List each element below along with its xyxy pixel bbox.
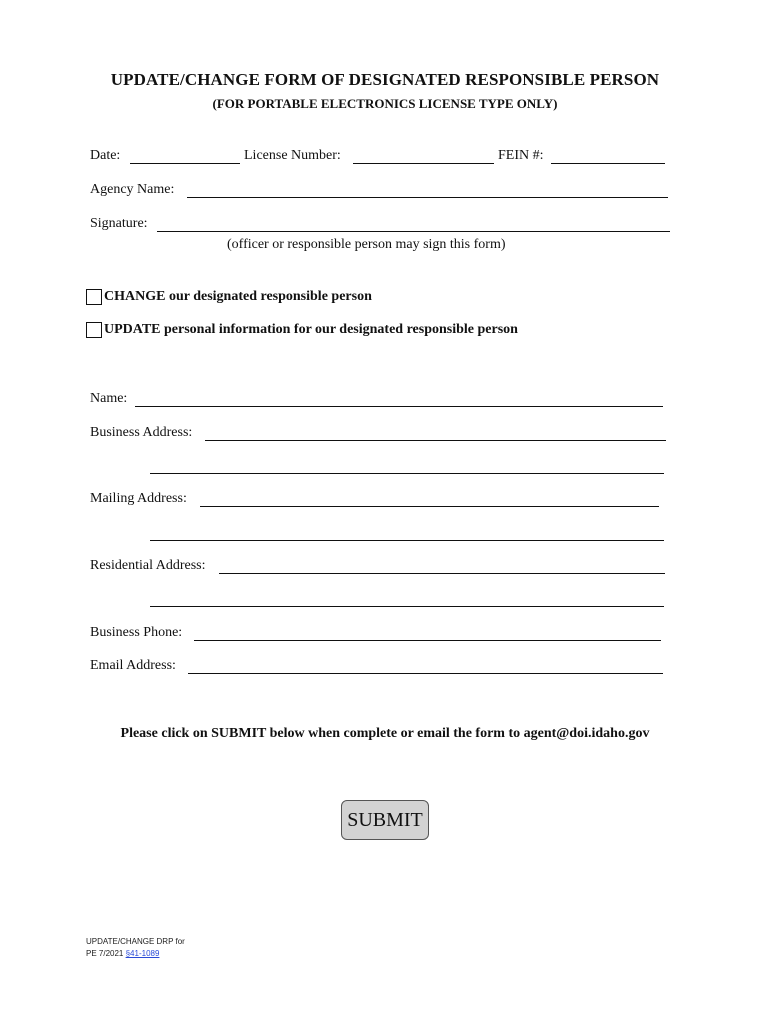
email-address-field[interactable]	[188, 656, 663, 674]
residential-address-line2-field[interactable]	[150, 589, 664, 607]
residential-address-field[interactable]	[219, 556, 665, 574]
business-phone-field[interactable]	[194, 623, 661, 641]
mailing-address-line2-field[interactable]	[150, 523, 664, 541]
business-address-line2-field[interactable]	[150, 456, 664, 474]
date-label: Date:	[90, 148, 121, 163]
business-address-field[interactable]	[205, 423, 666, 441]
footer-revision-text: PE 7/2021	[86, 949, 124, 958]
change-option-label: CHANGE our designated responsible person	[104, 289, 372, 304]
signature-note: (officer or responsible person may sign this form)	[227, 237, 506, 252]
change-checkbox[interactable]	[86, 289, 102, 305]
name-label: Name:	[90, 391, 128, 406]
submit-instructions: Please click on SUBMIT below when complete or email the form to agent@doi.idaho.gov	[120, 726, 650, 741]
change-option-row	[86, 289, 372, 305]
update-option-label: UPDATE personal information for our designated responsible person	[104, 322, 518, 337]
name-field[interactable]	[135, 389, 663, 407]
date-field[interactable]	[130, 146, 240, 164]
footer-revision	[86, 949, 159, 958]
license-number-field[interactable]	[353, 146, 494, 164]
business-phone-label: Business Phone:	[90, 625, 183, 640]
footer-statute-link[interactable]: §41-1089	[125, 949, 160, 958]
page-subtitle: (FOR PORTABLE ELECTRONICS LICENSE TYPE ONLY)	[212, 96, 558, 111]
footer-form-id: UPDATE/CHANGE DRP for	[86, 937, 185, 946]
fein-field[interactable]	[551, 146, 665, 164]
signature-field[interactable]	[157, 214, 670, 232]
page-title: UPDATE/CHANGE FORM OF DESIGNATED RESPONSIBLE PERSON	[110, 70, 660, 89]
mailing-address-label: Mailing Address:	[90, 491, 187, 506]
signature-label: Signature:	[90, 216, 148, 231]
update-checkbox[interactable]	[86, 322, 102, 338]
submit-button[interactable]: SUBMIT	[341, 800, 429, 840]
email-address-label: Email Address:	[90, 658, 176, 673]
license-number-label: License Number:	[244, 148, 341, 163]
fein-label: FEIN #:	[498, 148, 544, 163]
update-option-row	[86, 322, 518, 338]
mailing-address-field[interactable]	[200, 489, 659, 507]
agency-name-field[interactable]	[187, 180, 668, 198]
residential-address-label: Residential Address:	[90, 558, 206, 573]
agency-name-label: Agency Name:	[90, 182, 175, 197]
business-address-label: Business Address:	[90, 425, 193, 440]
